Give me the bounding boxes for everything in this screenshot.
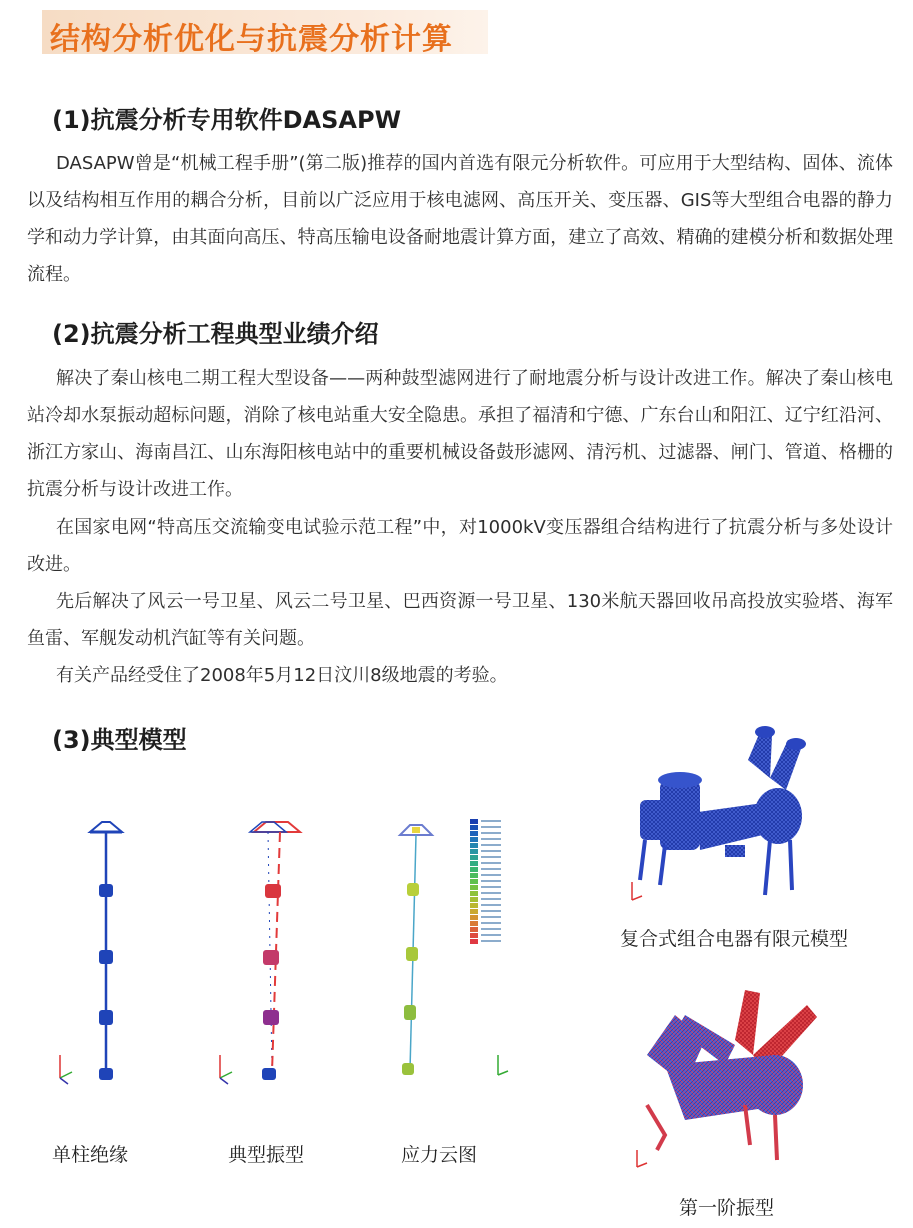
caption-typical-mode-shape: 典型振型 [228, 1144, 305, 1166]
section-heading-3: (3)典型模型 [52, 726, 187, 754]
stress-legend-swatches [470, 819, 478, 944]
page-title: 结构分析优化与抗震分析计算 [50, 22, 453, 57]
stress-contour-figure [380, 815, 530, 1085]
caption-stress-contour: 应力云图 [401, 1144, 478, 1166]
section-1-paragraph: DASAPW曾是“机械工程手册”(第二版)推荐的国内首选有限元分析软件。可应用于大型结构、固体、流体以及结构相互作用的耦合分析，目前以广泛应用于核电滤网、高压开关、变压器、GIS等大型组合电器的静力学和动力学计算，由其面向高压、特高压输电设备耐地震计算方面，建立了高效、精确的建模分析和数据处理流程。 [27, 153, 893, 285]
caption-composite-gis-model: 复合式组合电器有限元模型 [620, 928, 849, 950]
typical-mode-shape-figure [210, 810, 330, 1090]
caption-first-mode-shape: 第一阶振型 [679, 1197, 775, 1219]
single-column-insulator-figure [50, 810, 170, 1090]
section-2-paragraph-4: 有关产品经受住了2008年5月12日汶川8级地震的考验。 [56, 665, 508, 686]
first-mode-shape-figure [625, 985, 830, 1175]
section-2-paragraph-1: 解决了秦山核电二期工程大型设备——两种鼓型滤网进行了耐地震分析与设计改进工作。解决了秦山核电站冷却水泵振动超标问题，消除了核电站重大安全隐患。承担了福清和宁德、广东台山和阳江、辽宁红沿河、浙江方家山、海南昌江、山东海阳核电站中的重要机械设备鼓形滤网、清污机、过滤器、闸门、管道、格栅的抗震分析与设计改进工作。 [27, 368, 893, 500]
section-heading-2: (2)抗震分析工程典型业绩介绍 [52, 320, 379, 348]
section-2-paragraph-3: 先后解决了风云一号卫星、风云二号卫星、巴西资源一号卫星、130米航天器回收吊高投放实验塔、海军鱼雷、军舰发动机汽缸等有关问题。 [27, 591, 893, 649]
section-2-paragraph-2: 在国家电网“特高压交流输变电试验示范工程”中，对1000kV变压器组合结构进行了抗震分析与多处设计改进。 [27, 517, 893, 575]
composite-gis-fe-model-figure [620, 720, 820, 910]
caption-single-column-insulator: 单柱绝缘 [52, 1144, 129, 1166]
section-heading-1: (1)抗震分析专用软件DASAPW [52, 106, 402, 134]
